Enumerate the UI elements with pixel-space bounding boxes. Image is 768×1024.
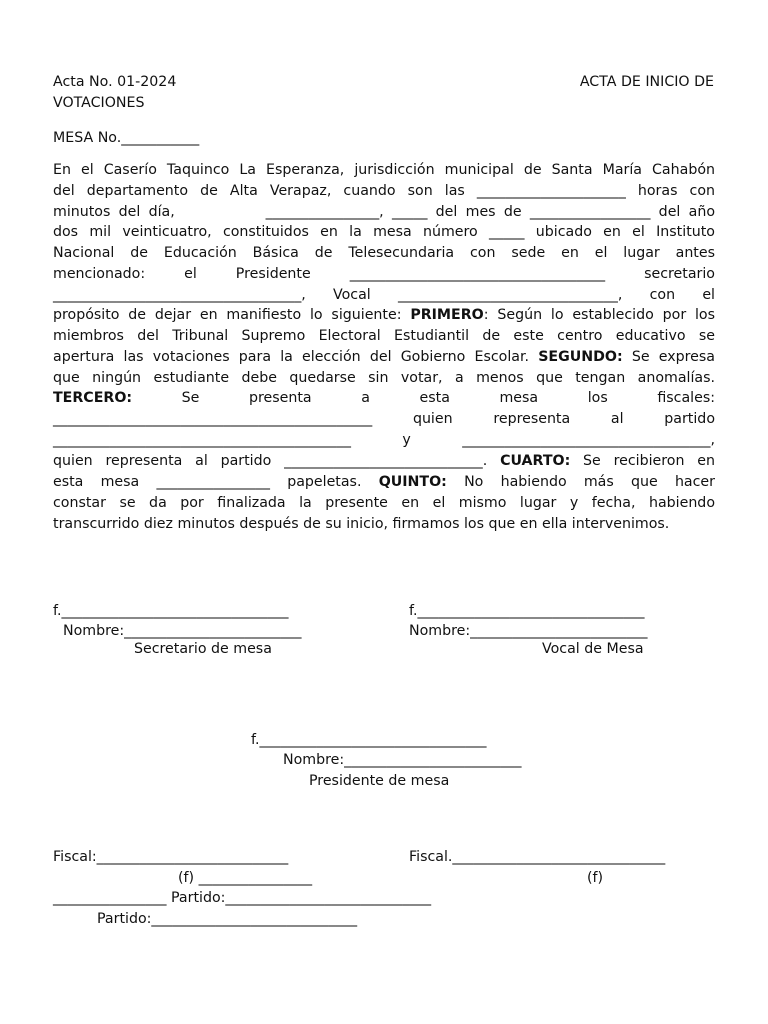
body-text: Se expresa [622, 349, 715, 365]
presidente-name-line: Nombre:_________________________ [283, 752, 522, 768]
body-line [53, 451, 715, 472]
quinto-label: QUINTO: [378, 474, 447, 490]
tercero-label: TERCERO: [53, 390, 133, 406]
body-text: : Según lo establecido por los [483, 307, 715, 323]
body-line: transcurrido diez minutos después de su inicio, firmamos los que en ella intervenimos. [53, 516, 670, 532]
document-title-continued: VOTACIONES [53, 95, 145, 111]
fiscal-line: Fiscal.______________________________ [409, 849, 666, 865]
body-text: quien representa al partido ____________________________. [53, 453, 501, 469]
body-line [53, 347, 715, 368]
body-line: mencionado: el Presidente ____________________________________ secretario [53, 266, 715, 282]
body-line: __________________________________________ y ___________________________________, [53, 432, 715, 448]
body-line: dos mil veinticuatro, constituidos en la mesa número _____ ubicado en el Instituto [53, 224, 715, 240]
body-line: que ningún estudiante debe quedarse sin votar, a menos que tengan anomalías. [53, 370, 715, 386]
body-text: Se recibieron en [570, 453, 715, 469]
body-text: Se presenta a esta mesa los fiscales: [132, 390, 715, 406]
fiscal-line: Fiscal:___________________________ [53, 849, 289, 865]
fiscal-signature: (f) [587, 870, 604, 886]
body-line [53, 472, 715, 493]
secretario-role: Secretario de mesa [134, 641, 272, 657]
body-line: En el Caserío Taquinco La Esperanza, jurisdicción municipal de Santa María Cahabón [53, 162, 715, 178]
fiscal-signature: (f) ________________ [178, 870, 313, 886]
secretario-name-line: Nombre:_________________________ [63, 623, 302, 639]
body-line [53, 388, 715, 409]
body-line: constar se da por finalizada la presente en el mismo lugar y fecha, habiendo [53, 495, 715, 511]
body-line: ___________________________________, Vocal _______________________________, con el [53, 287, 715, 303]
vocal-name-line: Nombre:_________________________ [409, 623, 648, 639]
body-line: minutos del día, ________________, _____ del mes de _________________ del año [53, 204, 715, 220]
body-line: del departamento de Alta Verapaz, cuando son las _____________________ horas con [53, 183, 715, 199]
body-line: Nacional de Educación Básica de Telesecundaria con sede en el lugar antes [53, 245, 715, 261]
presidente-role: Presidente de mesa [309, 773, 450, 789]
acta-number: Acta No. 01-2024 [53, 74, 177, 90]
secretario-signature-line: f.________________________________ [53, 603, 289, 619]
body-line: _____________________________________________ quien representa al partido [53, 411, 715, 427]
body-line: miembros del Tribunal Supremo Electoral Estudiantil de este centro educativo se [53, 328, 715, 344]
body-line [53, 305, 715, 326]
primero-label: PRIMERO [410, 307, 484, 323]
vocal-role: Vocal de Mesa [542, 641, 644, 657]
partido-line: ________________ Partido:_____________________________ [53, 890, 432, 906]
mesa-number: MESA No.___________ [53, 130, 200, 146]
partido-line: Partido:_____________________________ [97, 911, 358, 927]
body-text: No habiendo más que hacer [446, 474, 715, 490]
vocal-signature-line: f.________________________________ [409, 603, 645, 619]
presidente-signature-line: f.________________________________ [251, 732, 487, 748]
document-title: ACTA DE INICIO DE [579, 74, 714, 90]
body-text: apertura las votaciones para la elección del Gobierno Escolar. [53, 349, 539, 365]
body-text: propósito de dejar en manifiesto lo siguiente: [53, 307, 411, 323]
body-text: esta mesa ________________ papeletas. [53, 474, 379, 490]
segundo-label: SEGUNDO: [538, 349, 623, 365]
cuarto-label: CUARTO: [500, 453, 571, 469]
